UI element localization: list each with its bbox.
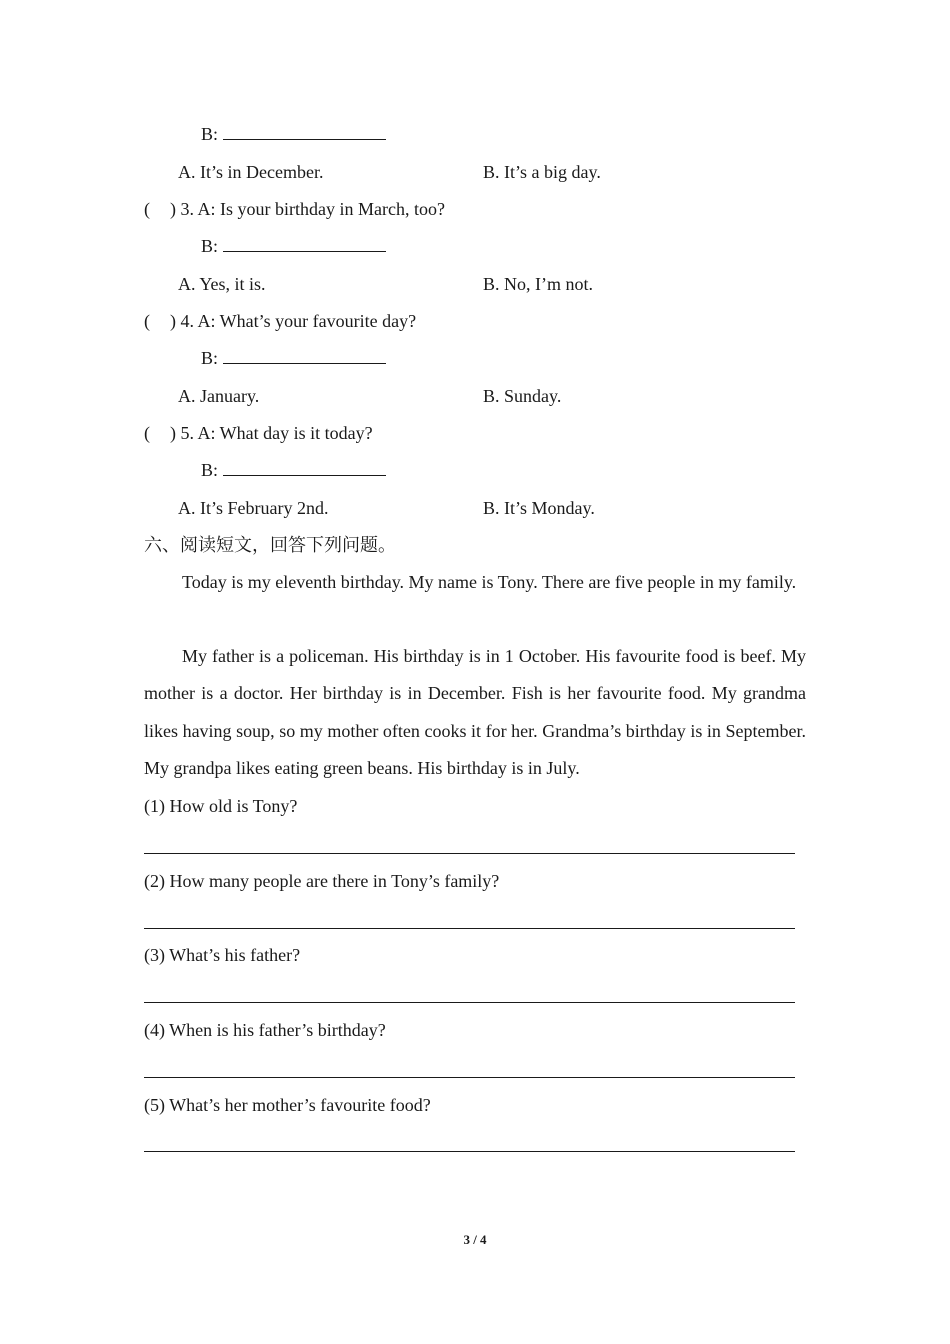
q5-question: ) 5. A: What day is it today? — [170, 423, 373, 443]
comprehension-question: (5) What’s her mother’s favourite food? — [144, 1095, 431, 1115]
q3-answer-row — [201, 234, 386, 258]
q4-answer-blank[interactable] — [223, 347, 386, 364]
answer-line[interactable] — [144, 928, 795, 929]
answer-line[interactable] — [144, 1077, 795, 1078]
answer-line[interactable] — [144, 1151, 795, 1152]
q2-option-a[interactable]: A. It’s in December. — [178, 162, 324, 182]
q5-choice-bracket[interactable]: ( — [144, 423, 150, 443]
q4-b-label: B: — [201, 348, 219, 368]
comprehension-question: (4) When is his father’s birthday? — [144, 1020, 386, 1040]
q4-question: ) 4. A: What’s your favourite day? — [170, 311, 417, 331]
q3-answer-blank[interactable] — [223, 235, 386, 252]
q5-option-b[interactable]: B. It’s Monday. — [483, 498, 595, 518]
comprehension-question: (2) How many people are there in Tony’s family? — [144, 871, 500, 891]
q2-b-label: B: — [201, 124, 219, 144]
page-number: 3 / 4 — [463, 1232, 487, 1247]
q2-answer-blank[interactable] — [223, 123, 386, 140]
q5-b-label: B: — [201, 460, 219, 480]
q4-choice-bracket[interactable]: ( — [144, 311, 150, 331]
q4-option-a[interactable]: A. January. — [178, 386, 260, 406]
q3-choice-bracket[interactable]: ( — [144, 199, 150, 219]
answer-line[interactable] — [144, 1002, 795, 1003]
reading-paragraph-1: Today is my eleventh birthday. My name is Tony. There are five people in my family. — [182, 572, 797, 592]
comprehension-question: (1) How old is Tony? — [144, 796, 298, 816]
section-heading: 六、阅读短文，回答下列问题。 — [144, 535, 396, 555]
q2-option-b[interactable]: B. It’s a big day. — [483, 162, 601, 182]
q3-b-label: B: — [201, 236, 219, 256]
answer-line[interactable] — [144, 853, 795, 854]
q4-answer-row — [201, 346, 386, 370]
q2-answer-row — [201, 122, 386, 146]
q3-question: ) 3. A: Is your birthday in March, too? — [170, 199, 445, 219]
comprehension-question: (3) What’s his father? — [144, 945, 301, 965]
q5-answer-blank[interactable] — [223, 459, 386, 476]
q4-option-b[interactable]: B. Sunday. — [483, 386, 562, 406]
q3-option-b[interactable]: B. No, I’m not. — [483, 274, 593, 294]
q5-option-a[interactable]: A. It’s February 2nd. — [178, 498, 329, 518]
q3-option-a[interactable]: A. Yes, it is. — [178, 274, 266, 294]
q5-answer-row — [201, 458, 386, 482]
reading-paragraph-2: My father is a policeman. His birthday is in 1 October. His favourite food is beef. My mother is a doctor. Her birthday is in December. Fish is her favourite food. My grandma likes having soup, so my mother often cooks it for her. Grandma’s birthday is in September. My grandpa likes eating green beans. His birthday is in July. — [144, 646, 806, 778]
